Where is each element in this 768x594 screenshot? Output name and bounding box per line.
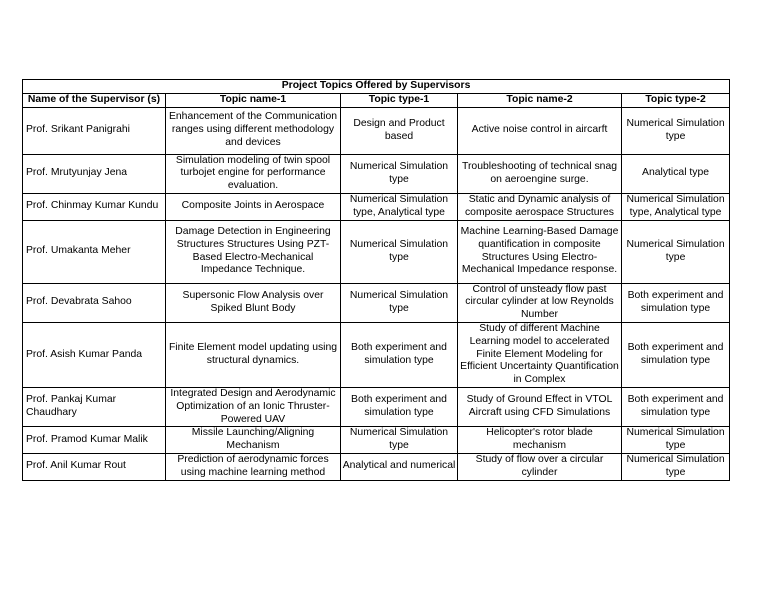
topic-name-1: Composite Joints in Aerospace: [166, 193, 341, 220]
table-row: [23, 427, 730, 454]
topic-name-2: Active noise control in aircarft: [458, 107, 622, 154]
topic-name-2: Study of flow over a circular cylinder: [458, 453, 622, 480]
supervisor-name: Prof. Pankaj Kumar Chaudhary: [23, 387, 166, 426]
topic-type-1: Both experiment and simulation type: [341, 322, 458, 387]
table-row: [23, 453, 730, 480]
topic-type-2: Numerical Simulation type: [622, 427, 730, 454]
topic-type-1: Numerical Simulation type: [341, 283, 458, 322]
topic-type-2: Numerical Simulation type: [622, 107, 730, 154]
topic-type-1: Design and Product based: [341, 107, 458, 154]
table-row: [23, 193, 730, 220]
topic-type-1: Numerical Simulation type, Analytical type: [341, 193, 458, 220]
table-row: [23, 107, 730, 154]
supervisor-name: Prof. Mrutyunjay Jena: [23, 154, 166, 193]
header-topic-type-1: Topic type-1: [341, 93, 458, 107]
table-row: [23, 220, 730, 283]
topic-type-2: Both experiment and simulation type: [622, 322, 730, 387]
topic-type-1: Numerical Simulation type: [341, 154, 458, 193]
topic-name-2: Helicopter's rotor blade mechanism: [458, 427, 622, 454]
topic-name-2: Control of unsteady flow past circular cylinder at low Reynolds Number: [458, 283, 622, 322]
topic-name-2: Troubleshooting of technical snag on aeroengine surge.: [458, 154, 622, 193]
supervisor-name: Prof. Chinmay Kumar Kundu: [23, 193, 166, 220]
topic-type-2: Analytical type: [622, 154, 730, 193]
topic-name-2: Static and Dynamic analysis of composite aerospace Structures: [458, 193, 622, 220]
topic-type-2: Both experiment and simulation type: [622, 387, 730, 426]
topic-name-1: Finite Element model updating using structural dynamics.: [166, 322, 341, 387]
topic-type-2: Numerical Simulation type: [622, 220, 730, 283]
topic-name-1: Missile Launching/Aligning Mechanism: [166, 427, 341, 454]
header-supervisor: Name of the Supervisor (s): [23, 93, 166, 107]
topic-type-1: Numerical Simulation type: [341, 427, 458, 454]
table-title-row: [23, 80, 730, 94]
table-header-row: [23, 93, 730, 107]
supervisor-name: Prof. Asish Kumar Panda: [23, 322, 166, 387]
topic-type-2: Numerical Simulation type: [622, 453, 730, 480]
supervisor-name: Prof. Umakanta Meher: [23, 220, 166, 283]
topic-name-2: Study of different Machine Learning model to accelerated Finite Element Modeling for Efficient Uncertainty Quantification in Complex: [458, 322, 622, 387]
header-topic-name-2: Topic name-2: [458, 93, 622, 107]
topic-name-1: Simulation modeling of twin spool turbojet engine for performance evaluation.: [166, 154, 341, 193]
topic-type-2: Both experiment and simulation type: [622, 283, 730, 322]
supervisor-name: Prof. Pramod Kumar Malik: [23, 427, 166, 454]
header-topic-name-1: Topic name-1: [166, 93, 341, 107]
topic-name-1: Prediction of aerodynamic forces using machine learning method: [166, 453, 341, 480]
table-row: [23, 283, 730, 322]
topic-name-1: Supersonic Flow Analysis over Spiked Blunt Body: [166, 283, 341, 322]
supervisor-name: Prof. Srikant Panigrahi: [23, 107, 166, 154]
topic-type-1: Analytical and numerical: [341, 453, 458, 480]
header-topic-type-2: Topic type-2: [622, 93, 730, 107]
topic-type-1: Numerical Simulation type: [341, 220, 458, 283]
topic-name-1: Damage Detection in Engineering Structures Structures Using PZT-Based Electro-Mechanical Impedance Technique.: [166, 220, 341, 283]
supervisor-topics-table: [22, 79, 730, 481]
topic-name-2: Machine Learning-Based Damage quantification in composite Structures Using Electro-Mechanical Impedance response.: [458, 220, 622, 283]
table-title: Project Topics Offered by Supervisors: [23, 80, 730, 94]
topic-name-1: Enhancement of the Communication ranges using different methodology and devices: [166, 107, 341, 154]
topic-type-2: Numerical Simulation type, Analytical type: [622, 193, 730, 220]
table-row: [23, 322, 730, 387]
table-row: [23, 387, 730, 426]
topic-name-1: Integrated Design and Aerodynamic Optimization of an Ionic Thruster-Powered UAV: [166, 387, 341, 426]
topic-name-2: Study of Ground Effect in VTOL Aircraft using CFD Simulations: [458, 387, 622, 426]
topic-type-1: Both experiment and simulation type: [341, 387, 458, 426]
table-row: [23, 154, 730, 193]
supervisor-name: Prof. Devabrata Sahoo: [23, 283, 166, 322]
supervisor-name: Prof. Anil Kumar Rout: [23, 453, 166, 480]
